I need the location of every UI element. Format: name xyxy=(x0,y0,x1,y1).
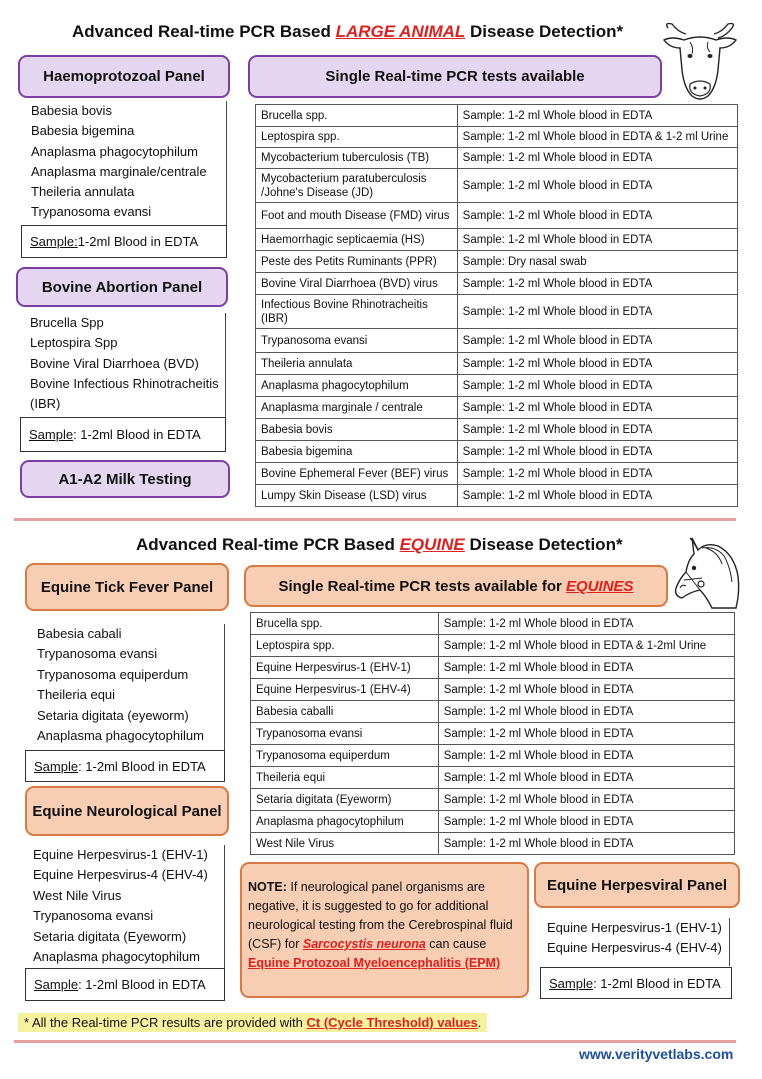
list-item: Equine Herpesvirus-4 (EHV-4) xyxy=(33,867,208,883)
sample-cell: Sample: 1-2 ml Whole blood in EDTA xyxy=(438,613,734,635)
table-row xyxy=(256,463,738,485)
haemoprotozoal-sample: Sample: 1-2ml Blood in EDTA xyxy=(21,225,227,258)
test-name-cell: Anaplasma marginale / centrale xyxy=(256,397,458,419)
sample-cell: Sample: 1-2 ml Whole blood in EDTA xyxy=(457,203,737,229)
bovine-abortion-panel-list xyxy=(30,313,226,417)
list-item: Trypanosoma evansi xyxy=(33,908,154,924)
table-row xyxy=(256,169,738,203)
footnote: * All the Real-time PCR results are provided with Ct (Cycle Threshold) values. xyxy=(18,1013,487,1032)
list-item: Equine Herpesvirus-1 (EHV-1) xyxy=(547,920,722,935)
test-name-cell: Equine Herpesvirus-1 (EHV-4) xyxy=(251,679,439,701)
sample-cell: Sample: 1-2 ml Whole blood in EDTA xyxy=(438,679,734,701)
table-row xyxy=(251,635,735,657)
list-item: Anaplasma phagocytophilum xyxy=(33,949,200,965)
table-row xyxy=(256,127,738,148)
list-item: Brucella Spp xyxy=(30,315,104,330)
test-name-cell: Babesia bovis xyxy=(256,419,458,441)
list-item: Equine Herpesvirus-4 (EHV-4) xyxy=(547,940,722,956)
table-row xyxy=(251,657,735,679)
sample-cell: Sample: 1-2 ml Whole blood in EDTA xyxy=(457,419,737,441)
list-item: Babesia bigemina xyxy=(31,123,135,139)
table-row xyxy=(256,229,738,251)
list-item: Anaplasma phagocytophilum xyxy=(31,143,198,159)
table-row xyxy=(256,375,738,397)
list-item: Leptospira Spp xyxy=(30,335,118,351)
sample-cell: Sample: 1-2 ml Whole blood in EDTA xyxy=(457,441,737,463)
section-divider xyxy=(14,518,736,521)
test-name-cell: Trypanosoma equiperdum xyxy=(251,745,439,767)
table-row xyxy=(251,833,735,855)
sample-cell: Sample: 1-2 ml Whole blood in EDTA xyxy=(457,463,737,485)
sample-cell: Sample: 1-2 ml Whole blood in EDTA xyxy=(438,811,734,833)
table-row xyxy=(251,679,735,701)
sample-cell: Sample: 1-2 ml Whole blood in EDTA xyxy=(457,148,737,169)
test-name-cell: Lumpy Skin Disease (LSD) virus xyxy=(256,485,458,507)
table-row xyxy=(256,397,738,419)
list-item: Babesia cabali xyxy=(37,626,122,641)
table-row xyxy=(256,353,738,375)
test-name-cell: Equine Herpesvirus-1 (EHV-1) xyxy=(251,657,439,679)
sample-cell: Sample: Dry nasal swab xyxy=(457,251,737,273)
table-row xyxy=(256,419,738,441)
test-name-cell: Peste des Petits Ruminants (PPR) xyxy=(256,251,458,273)
sample-cell: Sample: 1-2 ml Whole blood in EDTA xyxy=(457,169,737,203)
sample-cell: Sample: 1-2 ml Whole blood in EDTA xyxy=(457,397,737,419)
list-item: Setaria digitata (Eyeworm) xyxy=(33,928,187,944)
table-row xyxy=(256,148,738,169)
list-item: Anaplasma marginale/centrale xyxy=(31,163,207,179)
table-row xyxy=(256,203,738,229)
table-row xyxy=(256,485,738,507)
sample-cell: Sample: 1-2 ml Whole blood in EDTA xyxy=(438,701,734,723)
list-item: Equine Herpesvirus-1 (EHV-1) xyxy=(33,847,208,862)
list-item: Babesia bovis xyxy=(31,103,112,118)
test-name-cell: Mycobacterium paratuberculosis /Johne's Disease (JD) xyxy=(256,169,458,203)
equine-tick-fever-panel-list xyxy=(37,624,225,750)
sample-cell: Sample: 1-2 ml Whole blood in EDTA xyxy=(438,657,734,679)
test-name-cell: Babesia bigemina xyxy=(256,441,458,463)
list-item: Theileria annulata xyxy=(31,184,135,200)
test-name-cell: Haemorrhagic septicaemia (HS) xyxy=(256,229,458,251)
horse-icon xyxy=(672,532,742,610)
test-name-cell: Foot and mouth Disease (FMD) virus xyxy=(256,203,458,229)
table-row xyxy=(251,745,735,767)
equine-single-pcr-tests-header: Single Real-time PCR tests available for EQUINES xyxy=(244,565,668,607)
equine-herpesviral-panel-list xyxy=(547,918,730,966)
table-row xyxy=(256,273,738,295)
equine-herpesviral-sample: Sample : 1-2ml Blood in EDTA xyxy=(540,967,732,999)
sample-cell: Sample: 1-2 ml Whole blood in EDTA xyxy=(438,767,734,789)
haemoprotozoal-panel-header: Haemoprotozoal Panel xyxy=(18,55,230,98)
a1-a2-milk-testing-header: A1-A2 Milk Testing xyxy=(20,460,230,498)
test-name-cell: Brucella spp. xyxy=(256,105,458,127)
list-item: Trypanosoma evansi xyxy=(31,204,152,220)
table-row xyxy=(256,251,738,273)
equine-tests-table xyxy=(250,612,735,855)
sample-cell: Sample: 1-2 ml Whole blood in EDTA xyxy=(457,273,737,295)
sample-cell: Sample: 1-2 ml Whole blood in EDTA xyxy=(457,295,737,329)
sample-cell: Sample: 1-2 ml Whole blood in EDTA xyxy=(457,375,737,397)
cow-icon xyxy=(660,18,740,104)
list-item: West Nile Virus xyxy=(33,887,122,903)
sample-cell: Sample: 1-2 ml Whole blood in EDTA xyxy=(457,105,737,127)
list-item: Trypanosoma equiperdum xyxy=(37,666,189,682)
bovine-abortion-sample: Sample : 1-2ml Blood in EDTA xyxy=(20,417,226,452)
test-name-cell: Trypanosoma evansi xyxy=(251,723,439,745)
table-row xyxy=(256,105,738,127)
equine-title: Advanced Real-time PCR Based EQUINE Disease Detection* xyxy=(136,535,623,554)
bovine-abortion-panel-header: Bovine Abortion Panel xyxy=(16,267,228,307)
sample-cell: Sample: 1-2 ml Whole blood in EDTA xyxy=(438,833,734,855)
test-name-cell: Leptospira spp. xyxy=(251,635,439,657)
footer-divider xyxy=(14,1040,736,1043)
test-name-cell: Trypanosoma evansi xyxy=(256,329,458,353)
table-row xyxy=(251,723,735,745)
haemoprotozoal-panel-list xyxy=(31,101,227,225)
equine-tick-fever-sample: Sample : 1-2ml Blood in EDTA xyxy=(25,750,225,782)
large-animal-tests-table xyxy=(255,104,738,507)
equine-neurological-panel-header: Equine Neurological Panel xyxy=(25,786,229,836)
equine-tick-fever-panel-header: Equine Tick Fever Panel xyxy=(25,563,229,611)
sample-cell: Sample: 1-2 ml Whole blood in EDTA xyxy=(438,789,734,811)
large-animal-title: Advanced Real-time PCR Based LARGE ANIMAL Disease Detection* xyxy=(72,22,624,41)
test-name-cell: Bovine Viral Diarrhoea (BVD) virus xyxy=(256,273,458,295)
list-item: Bovine Viral Diarrhoea (BVD) xyxy=(30,355,199,371)
table-row xyxy=(251,613,735,635)
test-name-cell: Infectious Bovine Rhinotracheitis (IBR) xyxy=(256,295,458,329)
table-row xyxy=(256,441,738,463)
test-name-cell: Theileria annulata xyxy=(256,353,458,375)
table-row xyxy=(251,767,735,789)
equine-herpesviral-panel-header: Equine Herpesviral Panel xyxy=(534,862,740,908)
sample-cell: Sample: 1-2 ml Whole blood in EDTA xyxy=(438,745,734,767)
test-name-cell: Setaria digitata (Eyeworm) xyxy=(251,789,439,811)
test-name-cell: Anaplasma phagocytophilum xyxy=(256,375,458,397)
list-item: Trypanosoma evansi xyxy=(37,646,158,662)
sample-cell: Sample: 1-2 ml Whole blood in EDTA xyxy=(457,485,737,507)
test-name-cell: Leptospira spp. xyxy=(256,127,458,148)
neurological-note: NOTE: If neurological panel organisms are negative, it is suggested to go for additional neurological testing from the Cerebrospinal fluid (CSF) for Sarcocystis neurona can cause Equine Protozoal Myeloencephalitis (EPM) xyxy=(240,862,529,998)
table-row xyxy=(256,329,738,353)
list-item: Anaplasma phagocytophilum xyxy=(37,728,204,744)
table-row xyxy=(251,701,735,723)
website-link[interactable]: www.verityvetlabs.com xyxy=(579,1046,734,1062)
table-row xyxy=(251,789,735,811)
test-name-cell: Brucella spp. xyxy=(251,613,439,635)
list-item: Setaria digitata (eyeworm) xyxy=(37,707,189,723)
list-item: Bovine Infectious Rhinotracheitis (IBR) xyxy=(30,375,219,412)
sample-cell: Sample: 1-2 ml Whole blood in EDTA xyxy=(457,229,737,251)
table-row xyxy=(256,295,738,329)
equine-neurological-panel-list xyxy=(33,845,225,969)
sample-cell: Sample: 1-2 ml Whole blood in EDTA xyxy=(438,723,734,745)
sample-cell: Sample: 1-2 ml Whole blood in EDTA & 1-2 ml Urine xyxy=(457,127,737,148)
test-name-cell: West Nile Virus xyxy=(251,833,439,855)
equine-neurological-sample: Sample : 1-2ml Blood in EDTA xyxy=(25,968,225,1001)
sample-cell: Sample: 1-2 ml Whole blood in EDTA xyxy=(457,353,737,375)
test-name-cell: Anaplasma phagocytophilum xyxy=(251,811,439,833)
table-row xyxy=(251,811,735,833)
single-pcr-tests-header: Single Real-time PCR tests available xyxy=(248,55,662,98)
test-name-cell: Babesia caballi xyxy=(251,701,439,723)
list-item: Theileria equi xyxy=(37,687,116,703)
test-name-cell: Theileria equi xyxy=(251,767,439,789)
test-name-cell: Mycobacterium tuberculosis (TB) xyxy=(256,148,458,169)
sample-cell: Sample: 1-2 ml Whole blood in EDTA & 1-2ml Urine xyxy=(438,635,734,657)
test-name-cell: Bovine Ephemeral Fever (BEF) virus xyxy=(256,463,458,485)
sample-cell: Sample: 1-2 ml Whole blood in EDTA xyxy=(457,329,737,353)
